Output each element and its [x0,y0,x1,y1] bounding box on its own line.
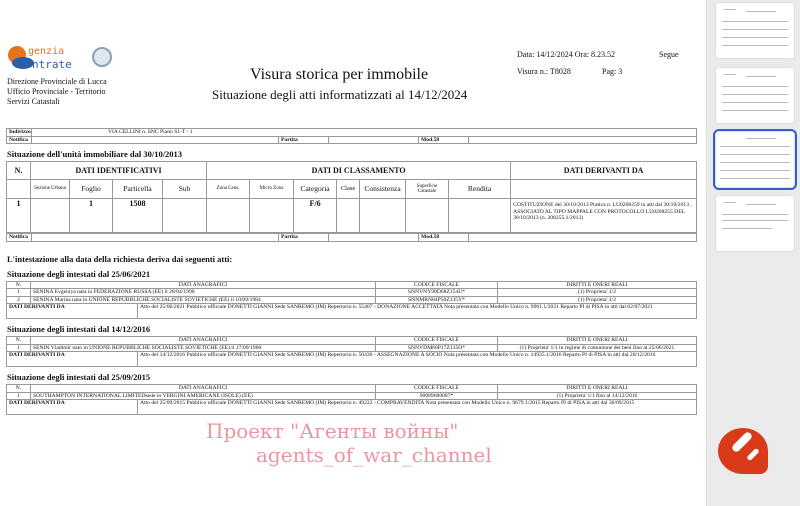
watermark: agents_of_war_channel [256,443,492,467]
intestati-section-title: Situazione degli intestati dal 25/09/2015 [7,372,151,382]
thumbnail-page-1[interactable] [716,3,794,58]
thumbnail-page-2[interactable] [716,68,794,123]
unit-section-title: Situazione dell'unità immobiliare dal 30/10/2013 [7,149,183,159]
thumbnail-page-4[interactable] [716,196,794,251]
intestati-section-title: Situazione degli intestati dal 14/12/2016 [7,324,151,334]
intestati-table: N. DATI ANAGRAFICI CODICE FISCALE DIRITTI E ONERI REALI 1 SOUTHAMPTON INTERNATIONAL LIMITEDsede in VERGINI AMERICANE (ISOLE) (EE) 90089680087* (1) Proprieta' 1/1 fino al 14/12/2016 DATI DERIVANTI DA Atto del 25/09/2015 Pubblico ufficiale DONETTI GIANNI Sede SANREMO (IM) Repertorio n. 49222 - COMPRAVENDITA Nota presentata con Modello Unico n. 9679.1/2015 Reparto PI di PISA in atti dal 30/09/2015 [6,384,697,415]
thumbnail-page-3[interactable] [716,132,794,187]
segue-label: Segue [659,50,679,59]
table-row: 1 SENINA Evgeniya nata in FEDERAZIONE RUSSA (EE) il 28/04/1990 SNNVNY90D68Z154U* (1) Proprieta' 1/2 [7,289,697,297]
watermark-area [6,419,697,469]
notifica-table: Notifica Partita Mod.58 [6,233,697,242]
channel-logo-icon [718,428,768,474]
intestati-table: N. DATI ANAGRAFICI CODICE FISCALE DIRITTI E ONERI REALI 1 SENIN Vladimir nato in UNIONE REPUBBLICHE SOCIALISTE SOVIETICHE (EE) il 17/09/1960 SNNVDM60P17Z135O* (1) Proprieta' 1/1 in regime di comunione dei beni fino al 25/06/2021 DATI DERIVANTI DA Atto del 14/12/2016 Pubblico ufficiale DONETTI GIANNI Sede SANREMO (IM) Repertorio n. 50436 - ASSEGNAZIONE A SOCIO Nota presentata con Modello Unico n. 14935.1/2016 Reparto PI di PISA in atti dal 20/12/2016 [6,336,697,367]
table-row: 1 1 1508 F/6 COSTITUZIONE del 30/10/2013 Pratica n. LU0208259 in atti dal 30/10/2013 , ASSOCIATO AL TIPO MAPPALE CON PROTOCOLLO LU0208255 DEL 30/10/2013 (n. 208255.1/2013) [7,199,697,233]
table-row: 1 SENIN Vladimir nato in UNIONE REPUBBLICHE SOCIALISTE SOVIETICHE (EE) il 17/09/1960 SNNVDM60P17Z135O* (1) Proprieta' 1/1 in regime di comunione dei beni fino al 25/06/2021 [7,344,697,352]
watermark: Проект "Агенты войны" [206,419,459,443]
page-subtitle: Situazione degli atti informatizzati al 14/12/2024 [212,87,468,102]
document-body [6,128,697,469]
intestati-table: N. DATI ANAGRAFICI CODICE FISCALE DIRITTI E ONERI REALI 1 SENINA Evgeniya nata in FEDERAZIONE RUSSA (EE) il 28/04/1990 SNNVNY90D68Z154U* (1) Proprieta' 1/2 2 SENINA Marina nata in UNIONE REPUBBLICHE SOCIALISTE SOVIETICHE (EE) il 10/09/1984 SNNMRN84P50Z135Y* (1) Proprieta' 1/2 DATI DERIVANTI DA Atto del 25/06/2021 Pubblico ufficiale DONETTI GIANNI Sede SANREMO (IM) Repertorio n. 55407 - DONAZIONE ACCETTATA Nota presentata con Modello Unico n. 9961.1/2021 Reparto PI di PISA in atti dal 02/07/2021 [6,281,697,320]
intestazione-intro: L'intestazione alla data della richiesta deriva dai seguenti atti: [7,253,233,264]
intestati-section-title: Situazione degli intestati dal 25/06/2021 [7,268,151,279]
page-number: Pag: 3 [602,67,623,76]
agenzia-entrate-logo: genzia ntrate [8,46,118,74]
republic-emblem-icon [92,47,112,67]
address-table: Indirizzo VIA CELLINI n. SNC Piano S1-T - 1 Notifica Partita Mod.58 [6,128,697,144]
table-row: 1 SOUTHAMPTON INTERNATIONAL LIMITEDsede in VERGINI AMERICANE (ISOLE) (EE) 90089680087* (1) Proprieta' 1/1 fino al 14/12/2016 [7,392,697,400]
visura-number: Visura n.: T8028 [517,67,571,76]
office-info: Direzione Provinciale di Lucca Ufficio Provinciale - Territorio Servizi Catastali [7,77,107,106]
date-time: Data: 14/12/2024 Ora: 8.23.52 [517,50,615,59]
page-title: Visura storica per immobile [250,66,429,83]
unit-table: N. DATI IDENTIFICATIVI DATI DI CLASSAMENTO DATI DERIVANTI DA Sezione Urbana Foglio Particella Sub Zona Cens. Micro Zona Categoria Clase Consistenza Superficie Catastale Rendita 1 1 1508 F/6 COSTITUZIONE del 30/10/2013 Pratica n. LU0208259 in atti dal 30/10/2013 , ASSOCIATO AL TIPO MAPPALE CON PROTOCOLLO LU0208255 DEL 30/10/2013 (n. 208255.1/2013) [6,161,697,233]
intestati-sections [6,269,697,416]
table-row: 2 SENINA Marina nata in UNIONE REPUBBLICHE SOCIALISTE SOVIETICHE (EE) il 10/09/1984 SNNMRN84P50Z135Y* (1) Proprieta' 1/2 [7,296,697,304]
